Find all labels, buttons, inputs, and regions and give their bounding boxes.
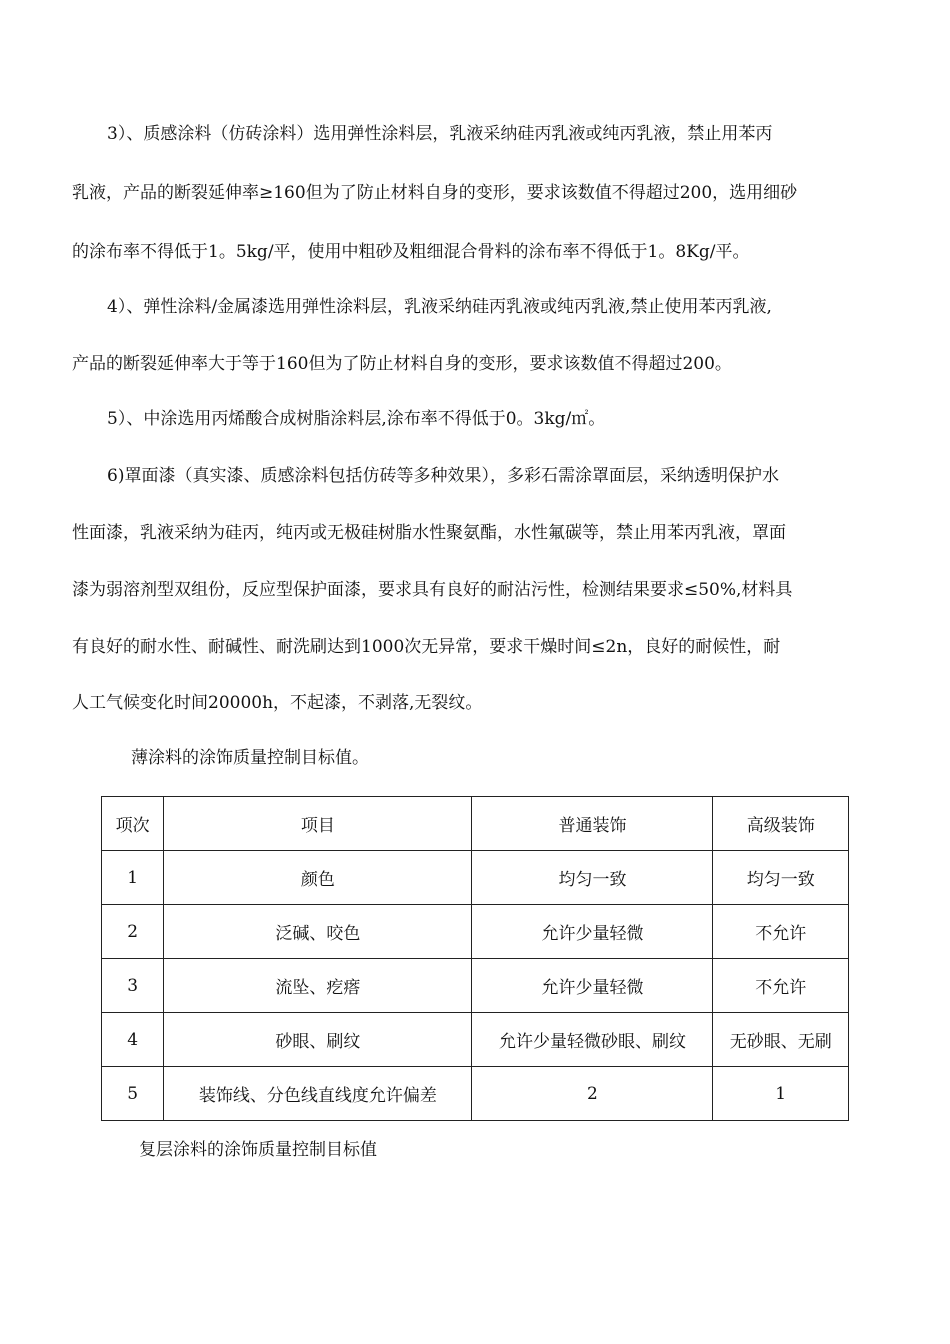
table-cell: 流坠、疙瘩: [164, 959, 472, 1013]
paragraph-3-line-3: 的涂布率不得低于1。5kg/平，使用中粗砂及粗细混合骨料的涂布率不得低于1。8Kg/平。: [72, 242, 750, 262]
table-cell: 3: [102, 959, 164, 1013]
paragraph-5-line-1: 5）、中涂选用丙烯酸合成树脂涂料层,涂布率不得低于0。3kg/㎡。: [107, 409, 606, 429]
header-cell-index: 项次: [102, 797, 164, 851]
header-cell-item: 项目: [164, 797, 472, 851]
header-cell-normal: 普通装饰: [472, 797, 713, 851]
table-cell: 颜色: [164, 851, 472, 905]
table-cell: 2: [102, 905, 164, 959]
paragraph-4-line-2: 产品的断裂延伸率大于等于160但为了防止材料自身的变形，要求该数值不得超过200。: [72, 354, 732, 374]
table-header-row: [102, 797, 849, 851]
table-cell: 1: [102, 851, 164, 905]
paragraph-6-line-3: 漆为弱溶剂型双组份，反应型保护面漆，要求具有良好的耐沾污性，检测结果要求≤50%,材料具: [72, 580, 793, 600]
paragraph-3-line-1: 3）、质感涂料（仿砖涂料）选用弹性涂料层，乳液采纳硅丙乳液或纯丙乳液，禁止用苯丙: [107, 124, 773, 144]
header-cell-advanced: 高级装饰: [713, 797, 849, 851]
table-cell: 1: [713, 1067, 849, 1121]
table-cell: 不允许: [713, 905, 849, 959]
paragraph-6-line-2: 性面漆，乳液采纳为硅丙，纯丙或无极硅树脂水性聚氨酯，水性氟碳等，禁止用苯丙乳液，罩面: [72, 523, 786, 543]
table-cell: 允许少量轻微: [472, 959, 713, 1013]
table-row: [102, 1013, 849, 1067]
paragraph-6-line-1: 6)罩面漆（真实漆、质感涂料包括仿砖等多种效果），多彩石需涂罩面层，采纳透明保护水: [107, 466, 779, 486]
table-cell: 无砂眼、无刷: [713, 1013, 849, 1067]
table-cell: 泛碱、咬色: [164, 905, 472, 959]
table-cell: 允许少量轻微砂眼、刷纹: [472, 1013, 713, 1067]
table-row: [102, 959, 849, 1013]
paragraph-6-line-4: 有良好的耐水性、耐碱性、耐洗刷达到1000次无异常，要求干燥时间≤2n，良好的耐候性，耐: [72, 637, 781, 657]
paragraph-3-line-2: 乳液，产品的断裂延伸率≥160但为了防止材料自身的变形，要求该数值不得超过200，选用细砂: [72, 183, 798, 203]
table-cell: 装饰线、分色线直线度允许偏差: [164, 1067, 472, 1121]
table-row: [102, 851, 849, 905]
table-cell: 4: [102, 1013, 164, 1067]
table-caption: 薄涂料的涂饰质量控制目标值。: [131, 748, 369, 768]
paragraph-4-line-1: 4）、弹性涂料/金属漆选用弹性涂料层，乳液采纳硅丙乳液或纯丙乳液,禁止使用苯丙乳液,: [107, 297, 772, 317]
table-cell: 均匀一致: [472, 851, 713, 905]
table-cell: 不允许: [713, 959, 849, 1013]
quality-table: [101, 796, 849, 1121]
table-row: [102, 1067, 849, 1121]
table-cell: 2: [472, 1067, 713, 1121]
table-cell: 均匀一致: [713, 851, 849, 905]
footer-caption: 复层涂料的涂饰质量控制目标值: [139, 1140, 377, 1160]
table-row: [102, 905, 849, 959]
table-cell: 砂眼、刷纹: [164, 1013, 472, 1067]
table-cell: 5: [102, 1067, 164, 1121]
table-cell: 允许少量轻微: [472, 905, 713, 959]
paragraph-6-line-5: 人工气候变化时间20000h，不起漆，不剥落,无裂纹。: [72, 693, 483, 713]
